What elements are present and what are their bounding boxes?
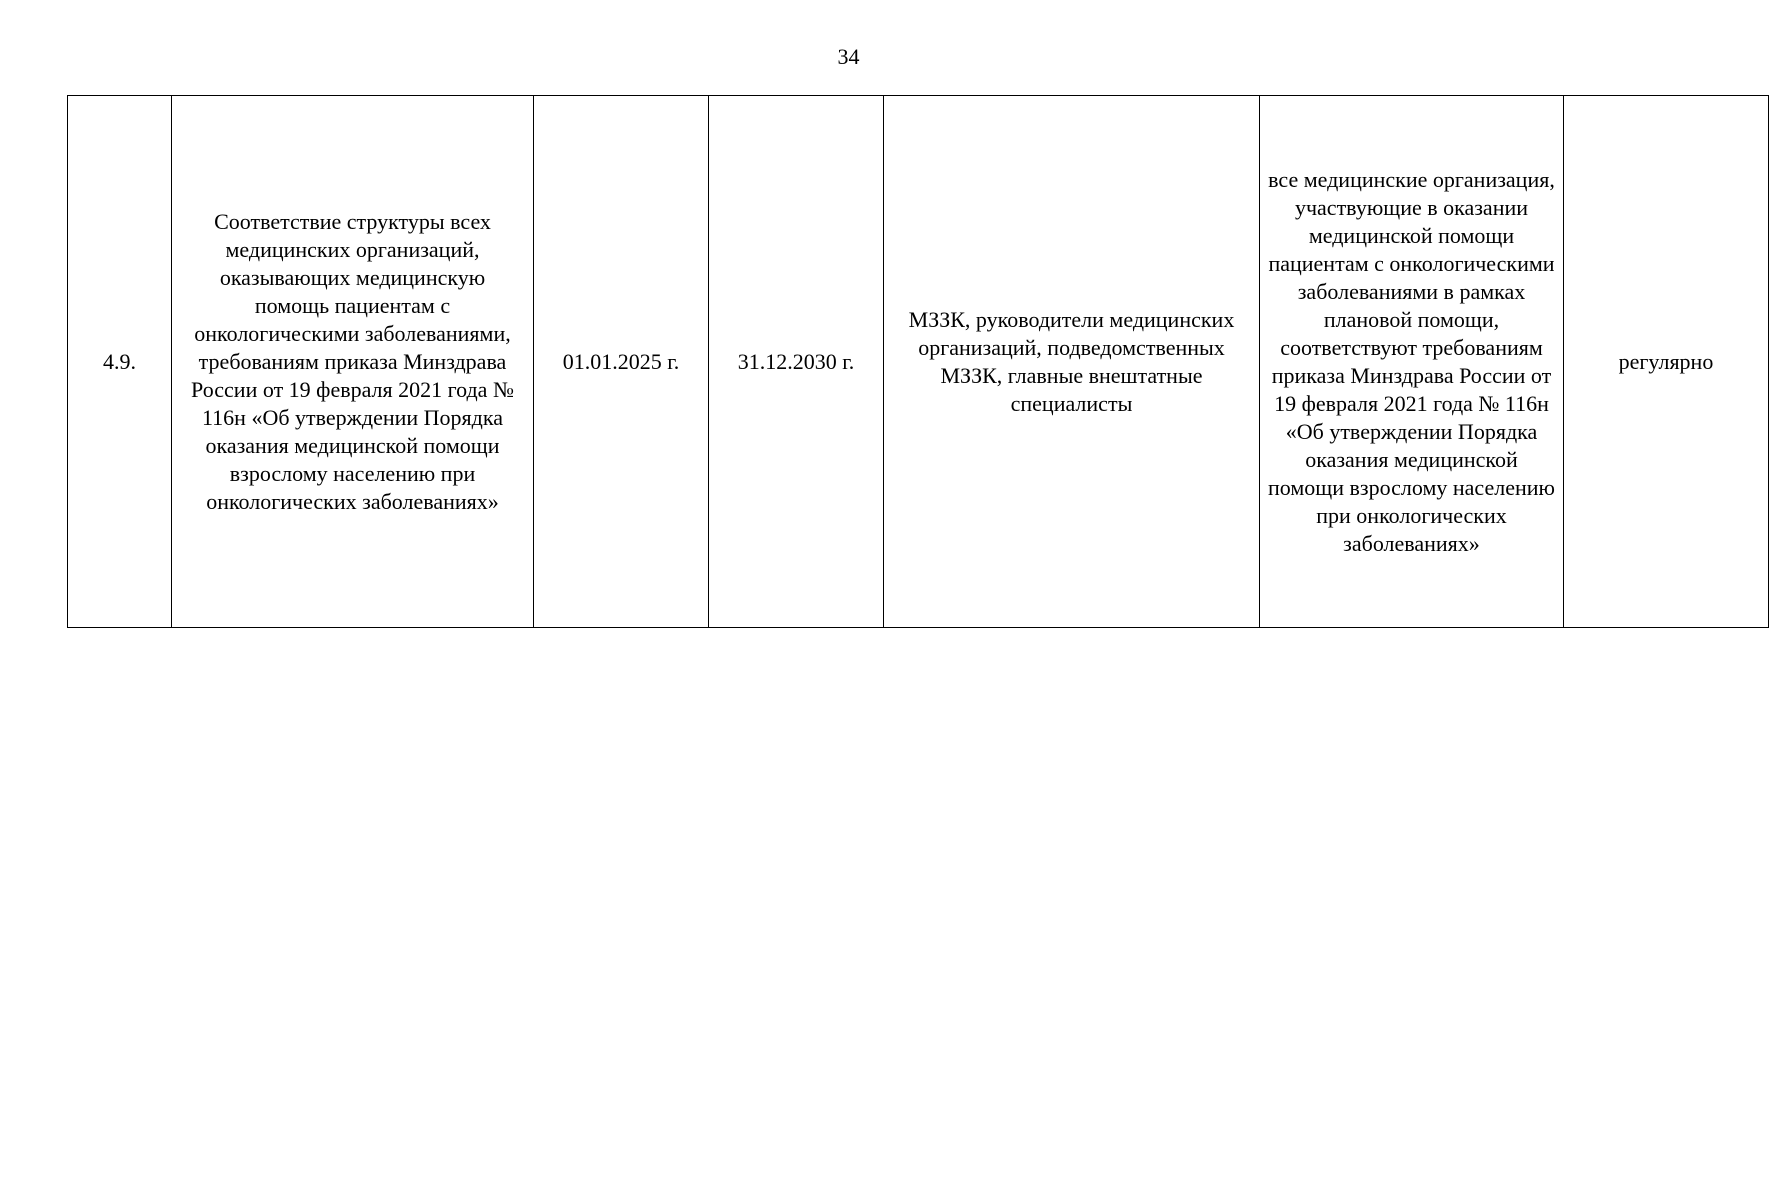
expected-result-cell: все медицинские организация, участвующие в оказании медицинской помощи пациентам с онкологическими заболеваниями в рамках плановой помощи, соответствуют требованиям приказа Минздрава России от 19 февраля 2021 года № 116н «Об утверждении Порядка оказания медицинской помощи взрослому населению при онкологических заболеваниях»	[1260, 96, 1564, 628]
page-number: 34	[837, 44, 860, 69]
end-date-cell: 31.12.2030 г.	[709, 96, 884, 628]
plan-table	[67, 95, 1769, 628]
item-number-cell: 4.9.	[68, 96, 172, 628]
table-row	[68, 96, 1769, 628]
start-date-cell: 01.01.2025 г.	[534, 96, 709, 628]
responsible-cell: МЗЗК, руководители медицинских организаций, подведомственных МЗЗК, главные внештатные специалисты	[884, 96, 1260, 628]
event-cell: Соответствие структуры всех медицинских организаций, оказывающих медицинскую помощь пациентам с онкологическими заболеваниями, требованиям приказа Минздрава России от 19 февраля 2021 года № 116н «Об утверждении Порядка оказания медицинской помощи взрослому населению при онкологических заболеваниях»	[172, 96, 534, 628]
frequency-cell: регулярно	[1564, 96, 1769, 628]
